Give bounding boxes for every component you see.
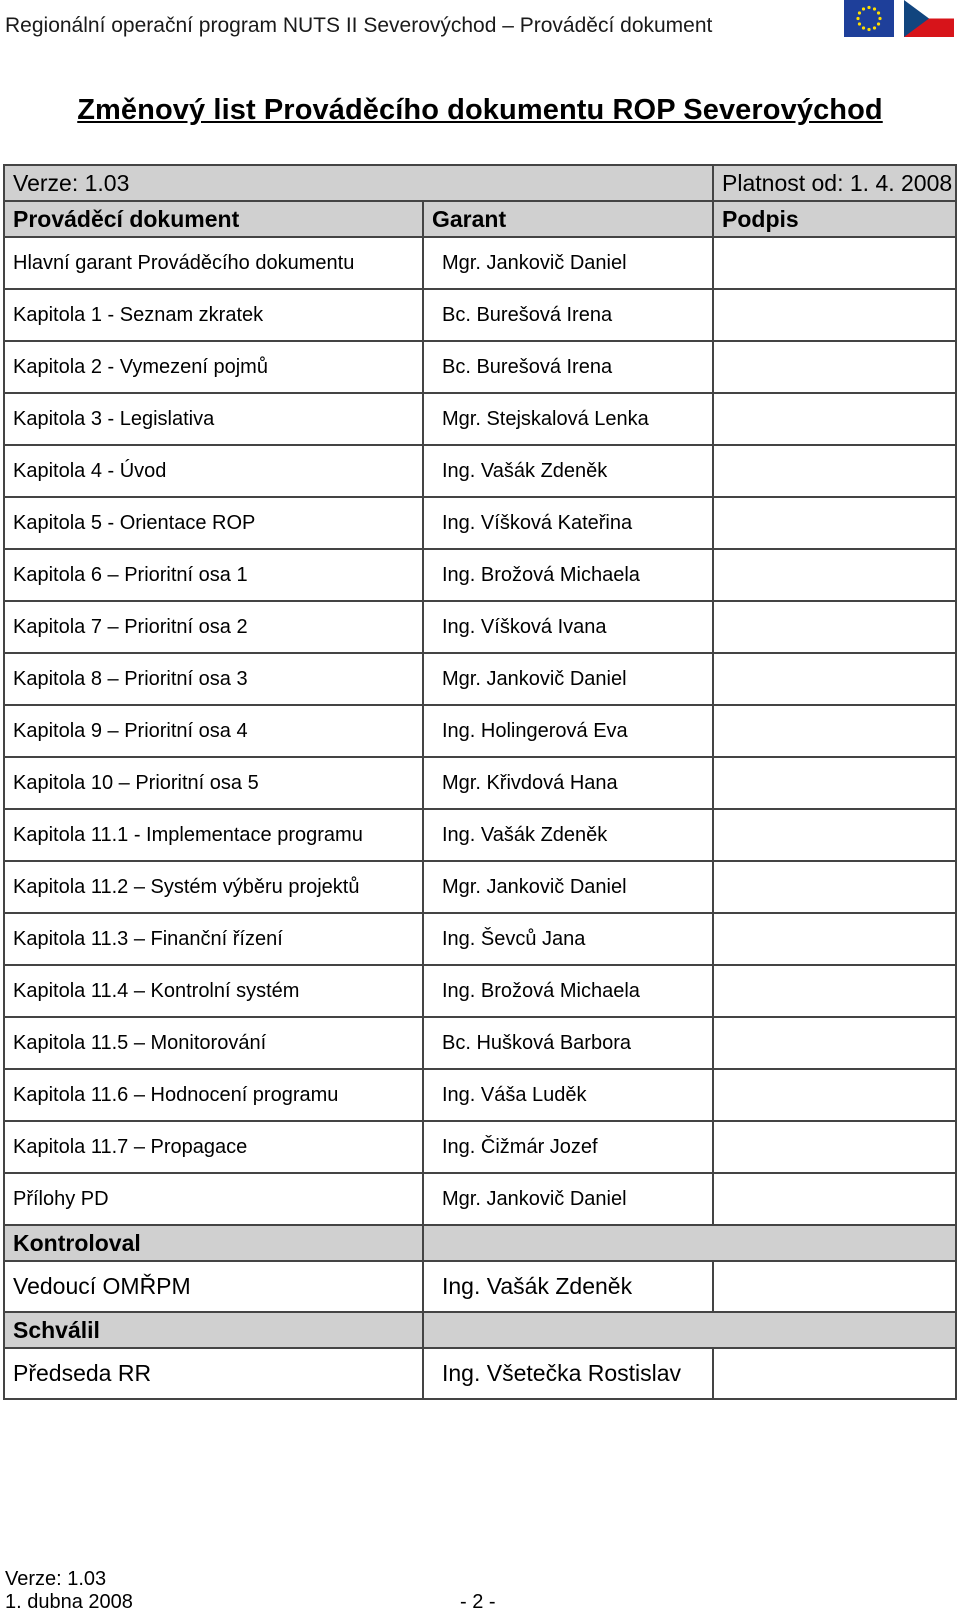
table-row xyxy=(4,445,956,497)
document-cell: Kapitola 7 – Prioritní osa 2 xyxy=(4,601,423,653)
kontroloval-label: Kontroloval xyxy=(4,1225,423,1261)
eu-star xyxy=(856,17,859,20)
footer-date: 1. dubna 2008 xyxy=(5,1591,133,1613)
document-cell: Kapitola 1 - Seznam zkratek xyxy=(4,289,423,341)
garant-cell: Bc. Hušková Barbora xyxy=(423,1017,713,1069)
signature-cell xyxy=(713,809,956,861)
version-cell: Verze: 1.03 xyxy=(4,165,713,201)
signature-cell xyxy=(713,705,956,757)
table-row xyxy=(4,757,956,809)
eu-star xyxy=(877,22,880,25)
signature-cell xyxy=(713,1017,956,1069)
signature-cell xyxy=(713,237,956,289)
version-row xyxy=(4,165,956,201)
garant-cell: Ing. Víšková Kateřina xyxy=(423,497,713,549)
eu-star xyxy=(877,11,880,14)
signature-cell xyxy=(713,1121,956,1173)
col-header-document: Prováděcí dokument xyxy=(4,201,423,237)
garant-cell: Ing. Vašák Zdeněk xyxy=(423,445,713,497)
signature-cell xyxy=(713,757,956,809)
eu-star xyxy=(858,11,861,14)
garant-cell: Bc. Burešová Irena xyxy=(423,341,713,393)
eu-star xyxy=(878,17,881,20)
eu-star xyxy=(867,6,870,9)
document-cell: Kapitola 9 – Prioritní osa 4 xyxy=(4,705,423,757)
schvalil-section-row xyxy=(4,1312,956,1348)
garant-cell: Mgr. Jankovič Daniel xyxy=(423,653,713,705)
page-number: - 2 - xyxy=(460,1591,496,1613)
document-cell: Kapitola 8 – Prioritní osa 3 xyxy=(4,653,423,705)
signature-cell xyxy=(713,861,956,913)
table-row xyxy=(4,653,956,705)
table-row xyxy=(4,1017,956,1069)
signature-cell xyxy=(713,653,956,705)
change-list-table xyxy=(3,164,957,1400)
document-cell: Hlavní garant Prováděcího dokumentu xyxy=(4,237,423,289)
signature-cell xyxy=(713,393,956,445)
signature-cell xyxy=(713,1069,956,1121)
garant-cell: Ing. Brožová Michaela xyxy=(423,549,713,601)
page-title: Změnový list Prováděcího dokumentu ROP Severovýchod xyxy=(77,94,883,126)
kontroloval-signature-cell xyxy=(713,1261,956,1312)
czech-flag-icon xyxy=(904,0,954,37)
signature-cell xyxy=(713,445,956,497)
table-row xyxy=(4,965,956,1017)
footer-version: Verze: 1.03 xyxy=(5,1568,107,1590)
kontroloval-section-row xyxy=(4,1225,956,1261)
eu-star xyxy=(862,7,865,10)
table-row xyxy=(4,393,956,445)
kontroloval-role: Vedoucí OMŘPM xyxy=(4,1261,423,1312)
garant-cell: Mgr. Jankovič Daniel xyxy=(423,1173,713,1225)
schvalil-role: Předseda RR xyxy=(4,1348,423,1399)
eu-star xyxy=(867,28,870,31)
schvalil-blank xyxy=(423,1312,956,1348)
document-cell: Kapitola 4 - Úvod xyxy=(4,445,423,497)
signature-cell xyxy=(713,965,956,1017)
col-header-podpis: Podpis xyxy=(713,201,956,237)
document-cell: Kapitola 11.1 - Implementace programu xyxy=(4,809,423,861)
document-cell: Kapitola 11.3 – Finanční řízení xyxy=(4,913,423,965)
kontroloval-blank xyxy=(423,1225,956,1261)
document-cell: Kapitola 11.7 – Propagace xyxy=(4,1121,423,1173)
document-cell: Kapitola 11.4 – Kontrolní systém xyxy=(4,965,423,1017)
garant-cell: Mgr. Jankovič Daniel xyxy=(423,861,713,913)
garant-cell: Mgr. Jankovič Daniel xyxy=(423,237,713,289)
signature-cell xyxy=(713,549,956,601)
eu-star xyxy=(873,7,876,10)
signature-cell xyxy=(713,341,956,393)
signature-cell xyxy=(713,497,956,549)
kontroloval-name: Ing. Vašák Zdeněk xyxy=(423,1261,713,1312)
table-row xyxy=(4,1069,956,1121)
col-header-garant: Garant xyxy=(423,201,713,237)
schvalil-person-row xyxy=(4,1348,956,1399)
schvalil-name: Ing. Všetečka Rostislav xyxy=(423,1348,713,1399)
garant-cell: Ing. Čižmár Jozef xyxy=(423,1121,713,1173)
table-row xyxy=(4,341,956,393)
garant-cell: Ing. Ševců Jana xyxy=(423,913,713,965)
schvalil-signature-cell xyxy=(713,1348,956,1399)
table-row xyxy=(4,549,956,601)
running-header: Regionální operační program NUTS II Severovýchod – Prováděcí dokument xyxy=(5,14,713,37)
table-row xyxy=(4,289,956,341)
table-row xyxy=(4,861,956,913)
table-row xyxy=(4,1121,956,1173)
document-cell: Kapitola 5 - Orientace ROP xyxy=(4,497,423,549)
table-row xyxy=(4,913,956,965)
signature-cell xyxy=(713,913,956,965)
table-row xyxy=(4,809,956,861)
garant-cell: Ing. Vašák Zdeněk xyxy=(423,809,713,861)
garant-cell: Mgr. Křivdová Hana xyxy=(423,757,713,809)
signature-cell xyxy=(713,1173,956,1225)
table-row xyxy=(4,1173,956,1225)
eu-star xyxy=(873,26,876,29)
document-cell: Kapitola 6 – Prioritní osa 1 xyxy=(4,549,423,601)
document-cell: Přílohy PD xyxy=(4,1173,423,1225)
signature-cell xyxy=(713,289,956,341)
signature-cell xyxy=(713,601,956,653)
document-cell: Kapitola 10 – Prioritní osa 5 xyxy=(4,757,423,809)
garant-cell: Ing. Holingerová Eva xyxy=(423,705,713,757)
garant-cell: Ing. Víšková Ivana xyxy=(423,601,713,653)
table-row xyxy=(4,497,956,549)
column-header-row xyxy=(4,201,956,237)
schvalil-label: Schválil xyxy=(4,1312,423,1348)
document-cell: Kapitola 2 - Vymezení pojmů xyxy=(4,341,423,393)
garant-cell: Mgr. Stejskalová Lenka xyxy=(423,393,713,445)
table-row xyxy=(4,705,956,757)
eu-star xyxy=(858,22,861,25)
document-cell: Kapitola 11.6 – Hodnocení programu xyxy=(4,1069,423,1121)
kontroloval-person-row xyxy=(4,1261,956,1312)
garant-cell: Bc. Burešová Irena xyxy=(423,289,713,341)
valid-from-cell: Platnost od: 1. 4. 2008 xyxy=(713,165,956,201)
table-row xyxy=(4,601,956,653)
document-cell: Kapitola 3 - Legislativa xyxy=(4,393,423,445)
document-cell: Kapitola 11.2 – Systém výběru projektů xyxy=(4,861,423,913)
eu-star xyxy=(862,26,865,29)
table-row xyxy=(4,237,956,289)
document-cell: Kapitola 11.5 – Monitorování xyxy=(4,1017,423,1069)
garant-cell: Ing. Váša Luděk xyxy=(423,1069,713,1121)
garant-cell: Ing. Brožová Michaela xyxy=(423,965,713,1017)
eu-flag-icon xyxy=(844,0,894,37)
